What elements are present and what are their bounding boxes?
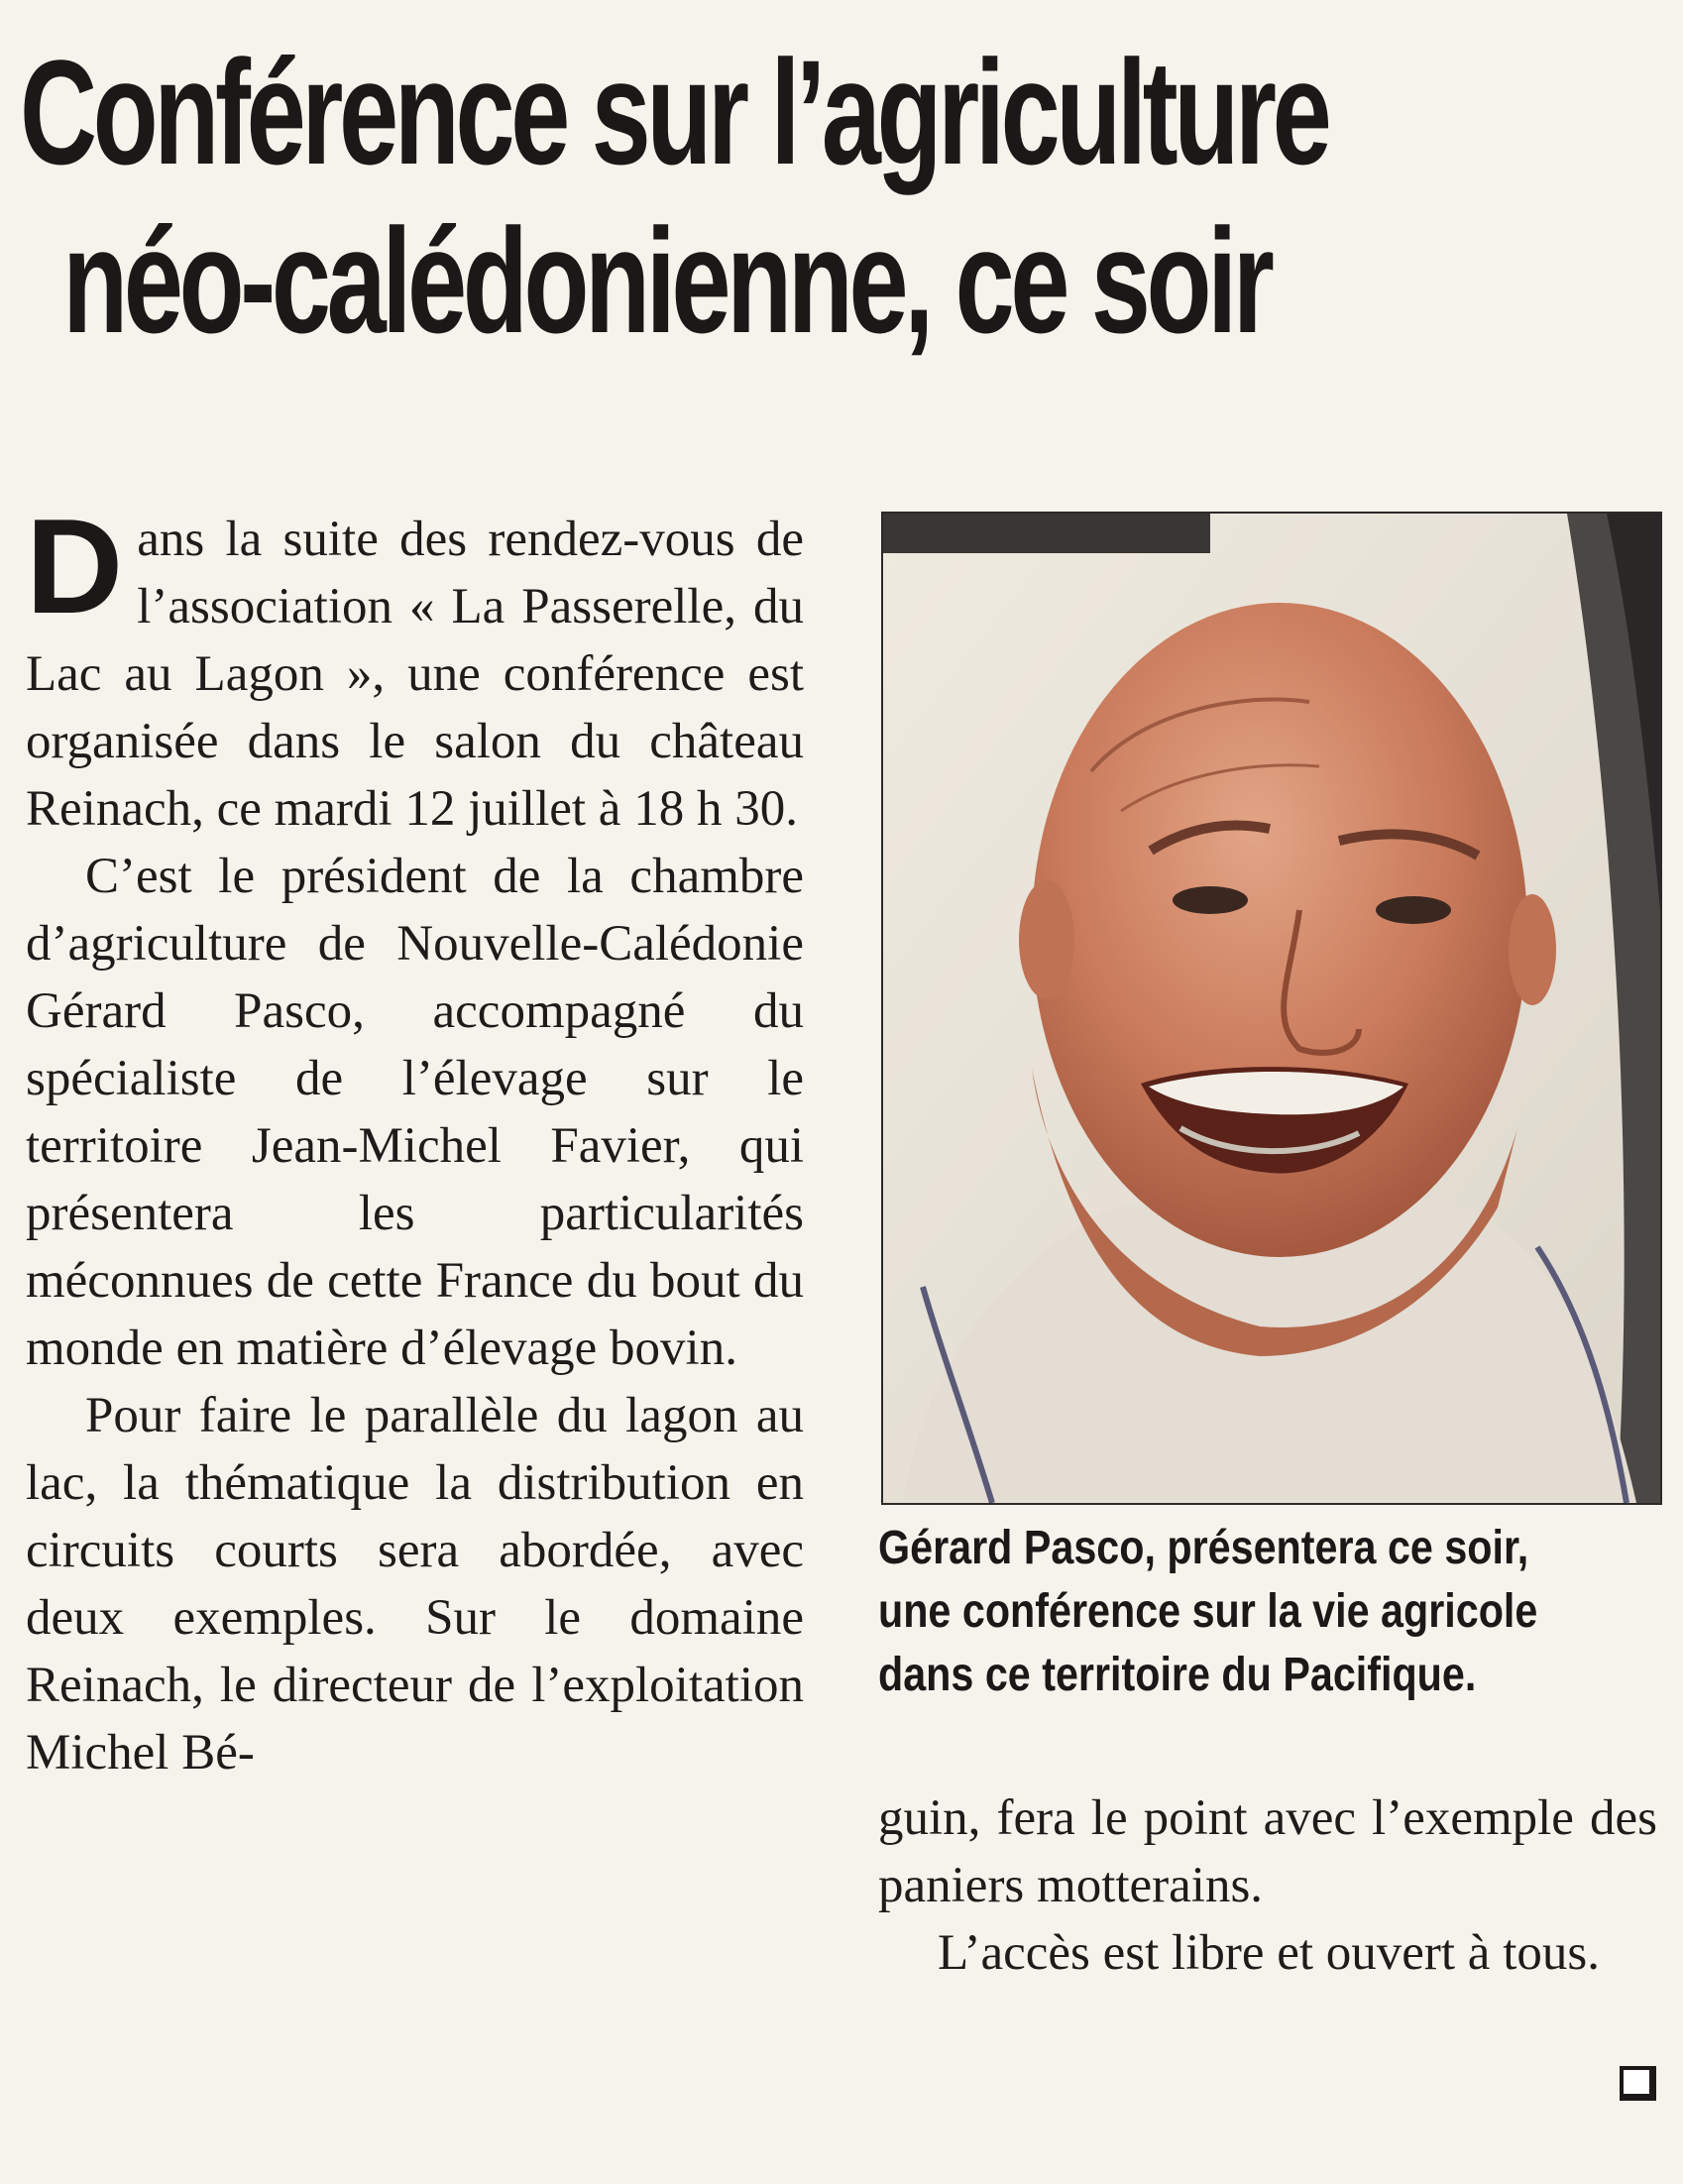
paragraph-access: L’accès est libre et ouvert à tous. — [938, 1925, 1600, 1981]
drop-cap: D — [26, 491, 124, 641]
left-column — [26, 491, 804, 1786]
photo-caption: Gérard Pasco, présentera ce soir, une conférence sur la vie agricole dans ce territoire du Pacifique. — [878, 1522, 1538, 1701]
right-column — [878, 1784, 1657, 1987]
speaker-photo — [881, 512, 1662, 1505]
headline — [20, 28, 1328, 365]
headline-line-1: Conférence sur l’agriculture — [20, 29, 1328, 195]
paragraph-intro-text: ans la suite des rendez-vous de l’association « La Passerelle, du Lac au Lagon », une conférence est organisée dans le salon du château Reinach, ce mardi 12 juillet à 18 h 30. — [26, 512, 804, 837]
speaker-portrait-illustration — [883, 514, 1660, 1503]
paragraph-circuits: Pour faire le parallèle du lagon au lac, la thématique la distribution en circuits courts sera abordée, avec deux exemples. Sur le domaine Reinach, le directeur de l’exploitation Michel Bé- — [26, 1388, 804, 1781]
headline-line-2: néo-calédonienne, ce soir — [62, 197, 1271, 364]
paragraph-circuits-continued: guin, fera le point avec l’exemple des paniers motterains. — [878, 1790, 1657, 1913]
paragraph-speakers: C’est le président de la chambre d’agriculture de Nouvelle-Calédonie Gérard Pasco, accompagné du spécialiste de l’élevage sur le territoire Jean-Michel Favier, qui présentera les particularités méconnues de cette France du bout du monde en matière d’élevage bovin. — [26, 849, 804, 1376]
paragraph-intro — [26, 491, 804, 843]
end-of-article-icon — [1620, 2066, 1656, 2101]
